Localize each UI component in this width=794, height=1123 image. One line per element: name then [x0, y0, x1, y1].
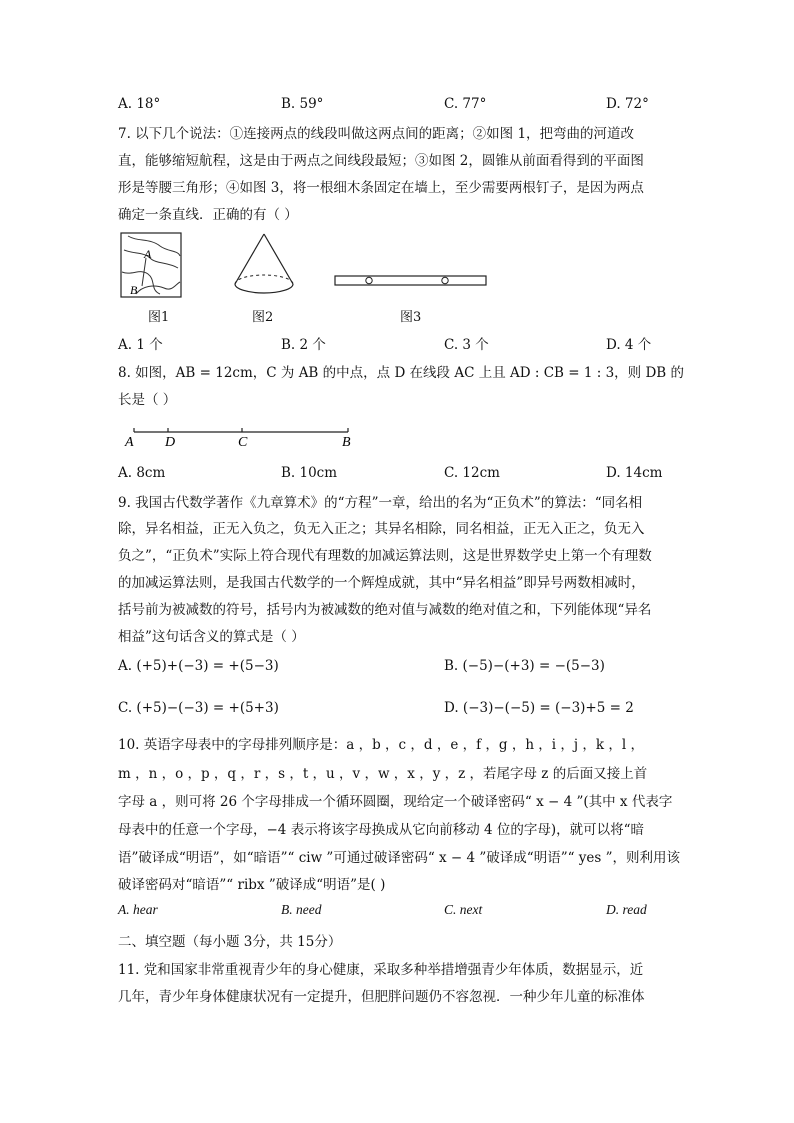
q9-option-a[interactable]: A. (+5)+(−3) = +(5−3): [118, 658, 279, 674]
q10-option-b[interactable]: B. need: [281, 902, 322, 917]
q8-line-1: 8. 如图，AB = 12cm，C 为 AB 的中点，点 D 在线段 AC 上且 AD : CB = 1 : 3，则 DB 的: [118, 365, 684, 381]
q8-point-a: A: [125, 435, 134, 450]
q9-line-3: 负之”，“正负术”实际上符合现代有理数的加减运算法则，这是世界数学史上第一个有理数: [118, 548, 652, 564]
q11-line-2: 几年，青少年身体健康状况有一定提升，但肥胖问题仍不容忽视．一种少年儿童的标准体: [118, 989, 645, 1005]
q8-line-2: 长是（ ）: [118, 392, 177, 408]
q7-option-d[interactable]: D. 4 个: [606, 337, 652, 353]
q7-line-3: 形是等腰三角形；④如图 3，将一根细木条固定在墙上，至少需要两根钉子，是因为两点: [118, 180, 644, 196]
q9-options-row-2: [118, 700, 678, 720]
q7-line-1: 7. 以下几个说法：①连接两点的线段叫做这两点间的距离；②如图 1，把弯曲的河道改: [118, 126, 635, 142]
q8-point-b: B: [342, 435, 351, 450]
q11-line-1: 11. 党和国家非常重视青少年的身心健康，采取多种举措增强青少年体质，数据显示，近: [118, 962, 644, 978]
q8-option-a[interactable]: A. 8cm: [118, 465, 166, 481]
q8-option-d[interactable]: D. 14cm: [606, 465, 663, 481]
q10-option-d[interactable]: D. read: [606, 902, 647, 917]
q6-option-c[interactable]: C. 77°: [444, 96, 487, 112]
q8-options: [118, 465, 678, 485]
q9-options-row-1: [118, 658, 678, 678]
q9-line-1: 9. 我国古代数学著作《九章算术》的“方程”一章，给出的名为“正负术”的算法：“同名相: [118, 495, 643, 511]
q7-line-4: 确定一条直线．正确的有（ ）: [118, 207, 298, 223]
q9-option-c[interactable]: C. (+5)−(−3) = +(5+3): [118, 700, 279, 716]
section-2-title: 二、填空题（每小题 3分，共 15分）: [118, 934, 342, 950]
q10-line-1: 10. 英语字母表中的字母排列顺序是：a ，b ，c ，d ，e ，f ，g ，h ，i ，j ，k ，l ，: [118, 737, 644, 753]
q7-line-2: 直，能够缩短航程，这是由于两点之间线段最短；③如图 2，圆锥从前面看得到的平面图: [118, 153, 644, 169]
q10-options: [118, 902, 678, 922]
q8-option-b[interactable]: B. 10cm: [281, 465, 338, 481]
figure-1-point-a: A: [144, 247, 152, 261]
q8-point-d: D: [165, 435, 176, 450]
q7-option-b[interactable]: B. 2 个: [281, 337, 326, 353]
q8-point-c: C: [238, 435, 248, 450]
q10-line-4: 母表中的任意一个字母，−4 表示将该字母换成从它向前移动 4 位的字母)，就可以将“暗: [118, 822, 645, 838]
q7-option-a[interactable]: A. 1 个: [118, 337, 163, 353]
q8-segment-diagram: [120, 420, 360, 450]
q10-line-3: 字母 a ，则可将 26 个字母排成一个循环圆圈，现给定一个破译密码“ x − 4 ”(其中 x 代表字: [118, 794, 673, 810]
q10-option-a[interactable]: A. hear: [118, 902, 158, 917]
q9-line-6: 相益”这句话含义的算式是（ ）: [118, 629, 305, 645]
figure-1-label: 图1: [148, 310, 170, 325]
q10-line-5: 语”破译成“明语”，如“暗语”“ ciw ”可通过破译密码“ x − 4 ”破译成“明语”“ yes ”，则利用该: [118, 850, 681, 866]
q10-option-c[interactable]: C. next: [444, 902, 483, 917]
q6-options: [118, 96, 678, 116]
figure-1-river: [120, 232, 182, 298]
q6-option-d[interactable]: D. 72°: [606, 96, 649, 112]
q8-option-c[interactable]: C. 12cm: [444, 465, 500, 481]
q7-option-c[interactable]: C. 3 个: [444, 337, 489, 353]
figure-2-label: 图2: [252, 310, 274, 325]
q10-line-6: 破译密码对“暗语”“ ribx ”破译成“明语”是( ): [118, 877, 386, 893]
q9-option-d[interactable]: D. (−3)−(−5) = (−3)+5 = 2: [444, 700, 634, 716]
figure-1-point-b: B: [130, 283, 138, 297]
figure-2-cone: [232, 232, 296, 298]
figure-3-stick: [334, 274, 488, 288]
figure-3-label: 图3: [400, 310, 422, 325]
q9-option-b[interactable]: B. (−5)−(+3) = −(5−3): [444, 658, 605, 674]
q7-options: [118, 333, 678, 353]
q6-option-a[interactable]: A. 18°: [118, 96, 161, 112]
q9-line-5: 括号前为被减数的符号，括号内为被减数的绝对值与减数的绝对值之和，下列能体现“异名: [118, 602, 652, 618]
q10-line-2: m ，n ，o ，p ，q ，r ，s ，t ，u ，v ，w ，x ，y ，z ，若尾字母 z 的后面又接上首: [118, 766, 648, 782]
q6-option-b[interactable]: B. 59°: [281, 96, 324, 112]
q9-line-4: 的加减运算法则，是我国古代数学的一个辉煌成就，其中“异名相益”即异号两数相减时，: [118, 575, 645, 591]
q9-line-2: 除，异名相益，正无入负之，负无入正之；其异名相除，同名相益，正无入正之，负无入: [118, 521, 645, 537]
